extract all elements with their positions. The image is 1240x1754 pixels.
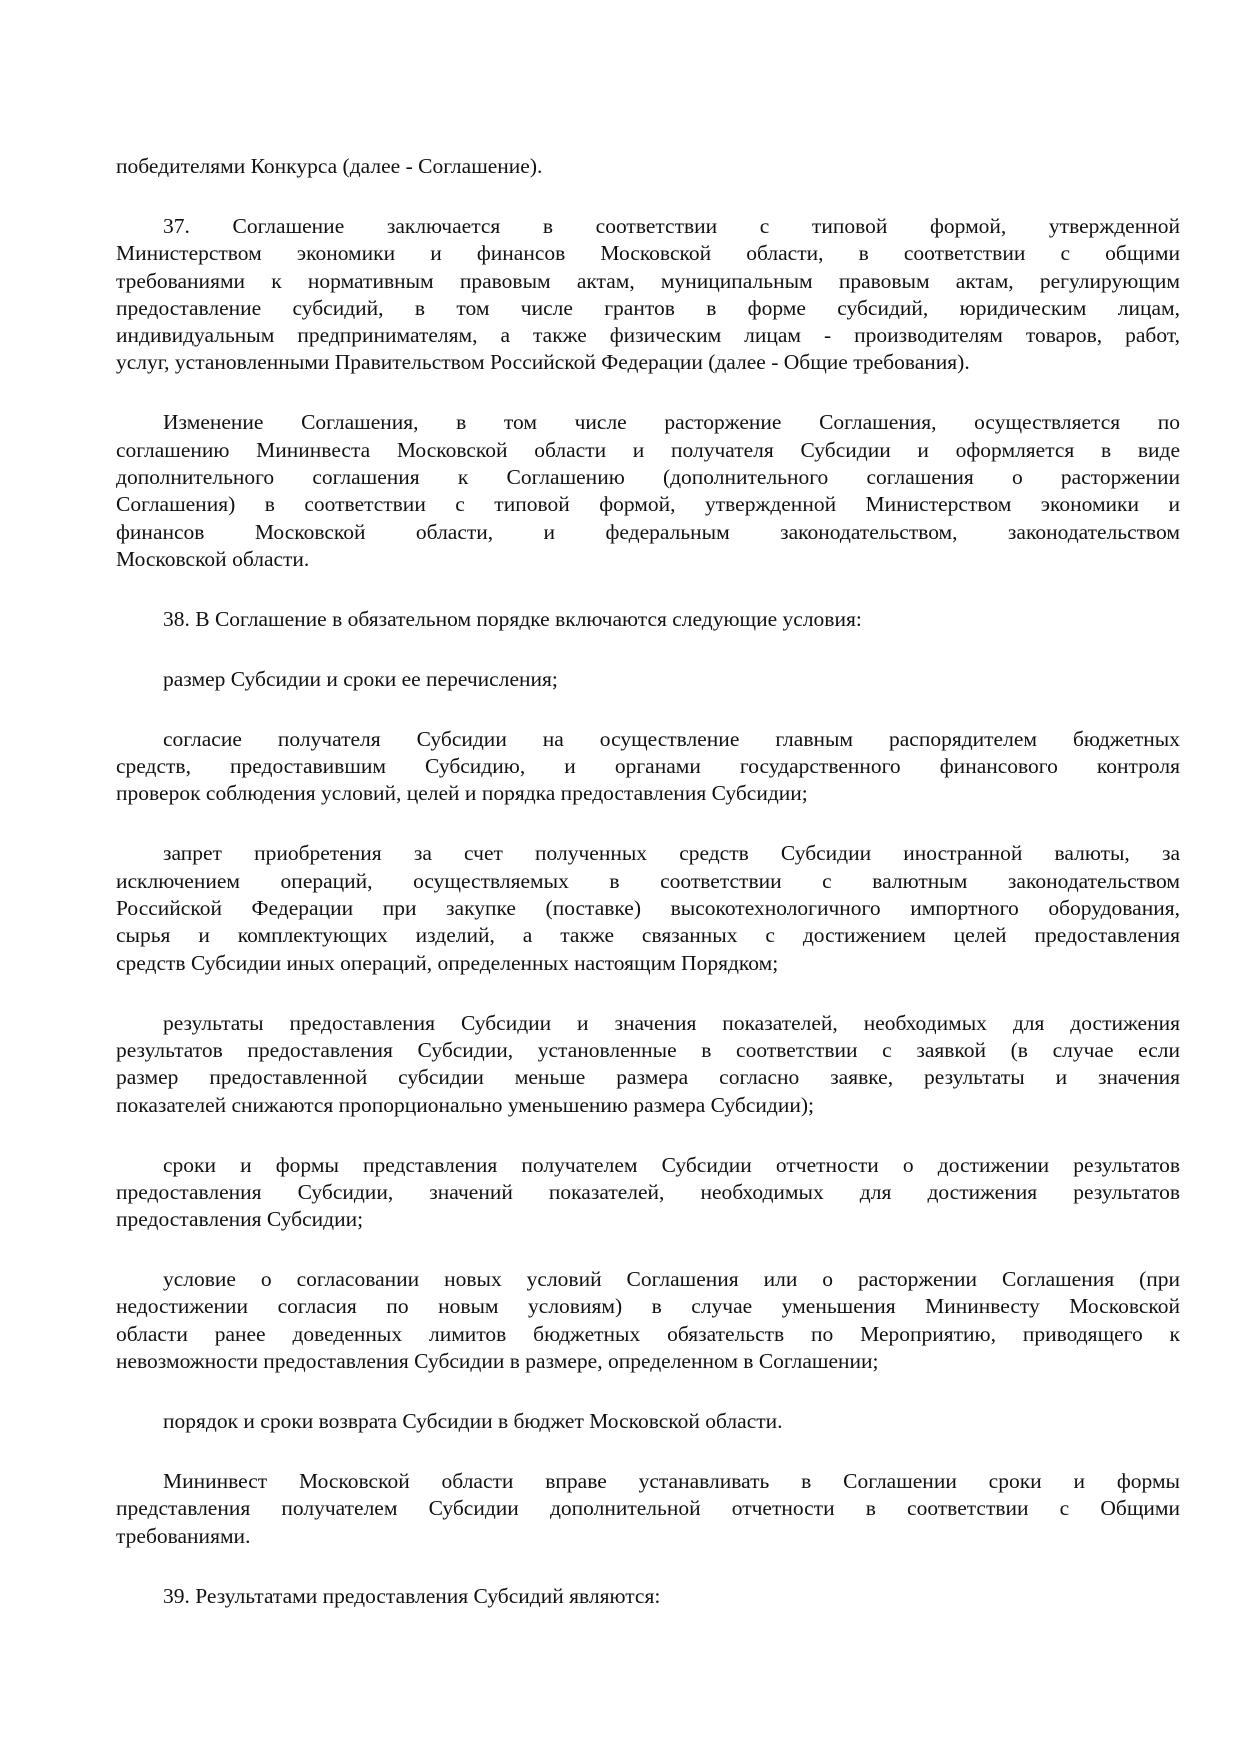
- text-line: сроки и формы представления получателем Субсидии отчетности о достижении результатов: [163, 1152, 1180, 1177]
- text-line: недостижении согласия по новым условиям) в случае уменьшения Мининвесту Московской: [116, 1294, 1180, 1319]
- paragraph: [116, 666, 1180, 693]
- paragraph: [116, 1408, 1180, 1435]
- text-line: дополнительного соглашения к Соглашению (дополнительного соглашения о расторжении: [116, 465, 1180, 490]
- text-line: условие о согласовании новых условий Соглашения или о расторжении Соглашения (при: [163, 1267, 1180, 1292]
- text-line: представления получателем Субсидии дополнительной отчетности в соответствии с Общими: [116, 1496, 1180, 1521]
- text-line: запрет приобретения за счет полученных средств Субсидии иностранной валюты, за: [163, 841, 1180, 866]
- text-line: проверок соблюдения условий, целей и порядка предоставления Субсидии;: [116, 781, 808, 806]
- paragraph: [116, 726, 1180, 808]
- text-line: 38. В Соглашение в обязательном порядке включаются следующие условия:: [163, 606, 862, 631]
- text-line: услуг, установленными Правительством Российской Федерации (далее - Общие требования).: [116, 350, 970, 375]
- text-line: сырья и комплектующих изделий, а также связанных с достижением целей предоставления: [116, 923, 1180, 948]
- text-line: размер предоставленной субсидии меньше размера согласно заявке, результаты и значения: [116, 1065, 1180, 1090]
- text-line: победителями Конкурса (далее - Соглашение).: [116, 154, 543, 178]
- text-line: соглашению Мининвеста Московской области и получателя Субсидии и оформляется в виде: [116, 437, 1180, 462]
- text-line: области ранее доведенных лимитов бюджетных обязательств по Мероприятию, приводящего к: [116, 1321, 1180, 1346]
- text-line: Соглашения) в соответствии с типовой формой, утвержденной Министерством экономики и: [116, 492, 1180, 517]
- paragraph: [116, 213, 1180, 377]
- text-line: согласие получателя Субсидии на осуществление главным распорядителем бюджетных: [163, 726, 1180, 751]
- paragraph: [116, 1010, 1180, 1119]
- text-line: результаты предоставления Субсидии и значения показателей, необходимых для достижения: [163, 1010, 1180, 1035]
- text-line: размер Субсидии и сроки ее перечисления;: [163, 666, 558, 691]
- paragraph: [116, 409, 1180, 573]
- paragraph: [116, 153, 1180, 180]
- paragraph: [116, 1583, 1180, 1610]
- text-line: Российской Федерации при закупке (поставке) высокотехнологичного импортного оборудования,: [116, 896, 1180, 921]
- text-line: 37. Соглашение заключается в соответствии с типовой формой, утвержденной: [163, 213, 1180, 238]
- text-line: предоставления Субсидии;: [116, 1207, 364, 1232]
- paragraph: [116, 1152, 1180, 1234]
- text-line: Московской области.: [116, 546, 310, 571]
- text-line: средств, предоставившим Субсидию, и органами государственного финансового контроля: [116, 754, 1180, 779]
- text-line: финансов Московской области, и федеральным законодательством, законодательством: [116, 519, 1180, 544]
- paragraph: [116, 606, 1180, 633]
- paragraph: [116, 1468, 1180, 1550]
- text-line: показателей снижаются пропорционально уменьшению размера Субсидии);: [116, 1092, 814, 1117]
- text-line: требованиями к нормативным правовым актам, муниципальным правовым актам, регулирующим: [116, 268, 1180, 293]
- text-line: Изменение Соглашения, в том числе расторжение Соглашения, осуществляется по: [163, 410, 1180, 435]
- text-line: невозможности предоставления Субсидии в размере, определенном в Соглашении;: [116, 1348, 879, 1373]
- text-line: средств Субсидии иных операций, определенных настоящим Порядком;: [116, 950, 779, 975]
- paragraph: [116, 840, 1180, 976]
- document-body: [116, 153, 1180, 1643]
- text-line: результатов предоставления Субсидии, установленные в соответствии с заявкой (в случае если: [116, 1037, 1180, 1062]
- text-line: 39. Результатами предоставления Субсидий являются:: [163, 1583, 661, 1608]
- text-line: требованиями.: [116, 1523, 251, 1548]
- text-line: Мининвест Московской области вправе устанавливать в Соглашении сроки и формы: [163, 1468, 1180, 1493]
- text-line: порядок и сроки возврата Субсидии в бюджет Московской области.: [163, 1408, 783, 1433]
- text-line: индивидуальным предпринимателям, а также физическим лицам - производителям товаров, работ,: [116, 323, 1180, 348]
- text-line: Министерством экономики и финансов Московской области, в соответствии с общими: [116, 241, 1180, 266]
- paragraph: [116, 1266, 1180, 1375]
- text-line: предоставление субсидий, в том числе грантов в форме субсидий, юридическим лицам,: [116, 295, 1180, 320]
- text-line: исключением операций, осуществляемых в соответствии с валютным законодательством: [116, 868, 1180, 893]
- text-line: предоставления Субсидии, значений показателей, необходимых для достижения результатов: [116, 1179, 1180, 1204]
